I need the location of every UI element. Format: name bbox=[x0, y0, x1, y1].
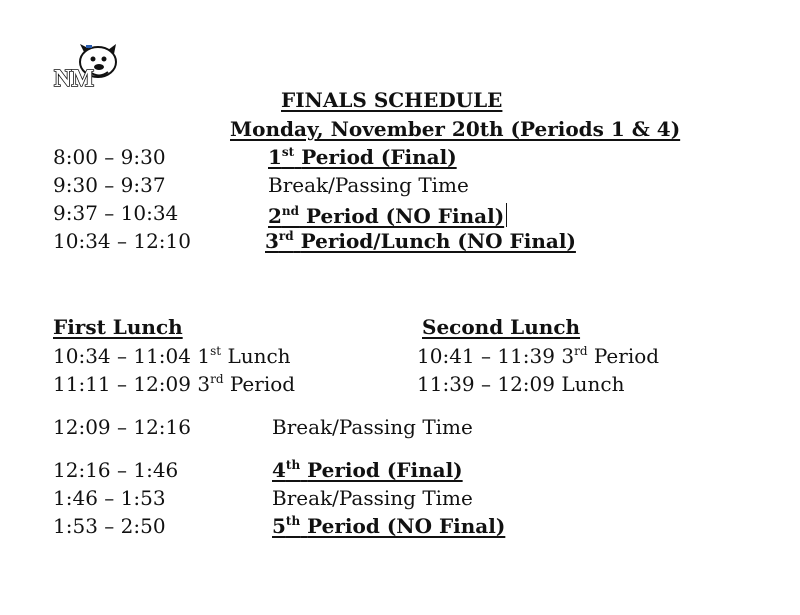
schedule-activity: 4th Period (Final) bbox=[272, 458, 463, 482]
second-lunch-row: 10:41 – 11:39 3rd Period bbox=[417, 344, 660, 368]
school-logo bbox=[52, 42, 122, 98]
schedule-activity: Break/Passing Time bbox=[268, 173, 469, 197]
schedule-time: 9:30 – 9:37 bbox=[53, 173, 166, 197]
schedule-activity: Break/Passing Time bbox=[272, 415, 473, 439]
schedule-time: 1:53 – 2:50 bbox=[53, 514, 166, 538]
second-lunch-row: 11:39 – 12:09 Lunch bbox=[417, 372, 625, 396]
schedule-time: 10:34 – 12:10 bbox=[53, 229, 191, 253]
first-lunch-heading: First Lunch bbox=[53, 315, 183, 339]
schedule-activity: Break/Passing Time bbox=[272, 486, 473, 510]
schedule-time: 8:00 – 9:30 bbox=[53, 145, 166, 169]
first-lunch-row: 11:11 – 12:09 3rd Period bbox=[53, 372, 296, 396]
schedule-activity: 3rd Period/Lunch (NO Final) bbox=[265, 229, 576, 253]
schedule-time: 9:37 – 10:34 bbox=[53, 201, 179, 225]
schedule-time: 1:46 – 1:53 bbox=[53, 486, 166, 510]
schedule-time: 12:09 – 12:16 bbox=[53, 415, 191, 439]
schedule-time: 12:16 – 1:46 bbox=[53, 458, 179, 482]
page-subtitle: Monday, November 20th (Periods 1 & 4) bbox=[230, 117, 681, 141]
first-lunch-row: 10:34 – 11:04 1st Lunch bbox=[53, 344, 291, 368]
schedule-activity: 5th Period (NO Final) bbox=[272, 514, 506, 538]
logo-monogram: NM bbox=[54, 66, 94, 92]
page-title: FINALS SCHEDULE bbox=[281, 88, 503, 112]
schedule-activity: 2nd Period (NO Final) bbox=[268, 203, 507, 227]
schedule-activity: 1st Period (Final) bbox=[268, 145, 457, 169]
text-cursor bbox=[506, 203, 507, 227]
second-lunch-heading: Second Lunch bbox=[422, 315, 581, 339]
